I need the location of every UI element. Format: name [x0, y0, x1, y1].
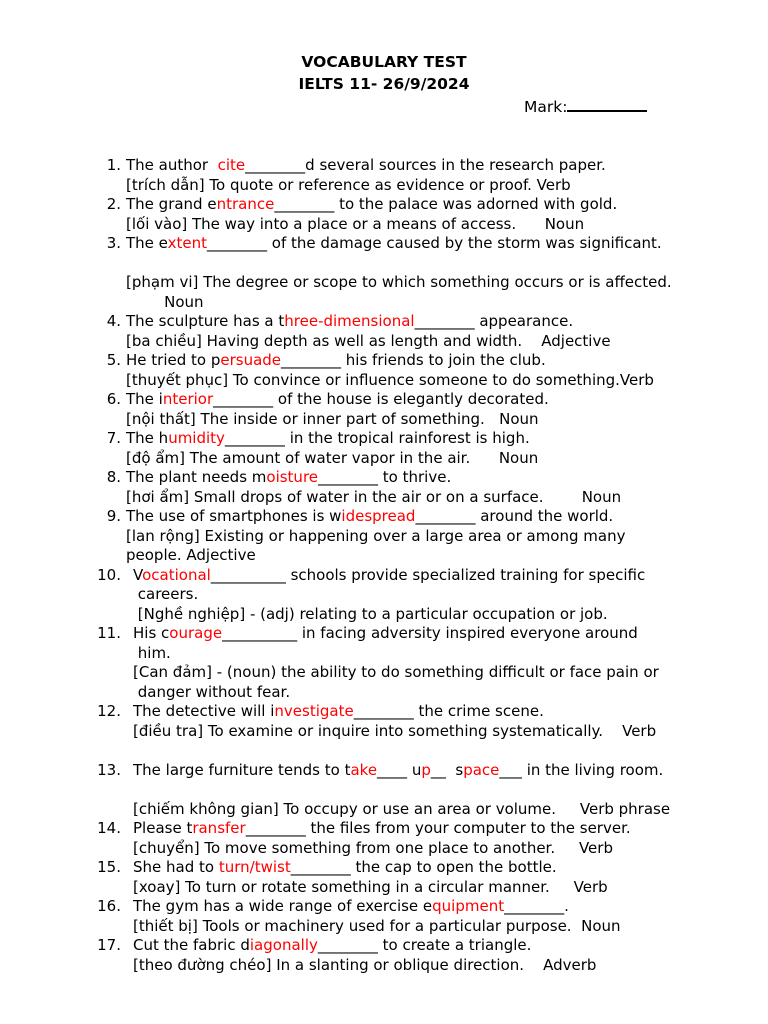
- question-line: [126, 507, 613, 527]
- definition-line: [133, 663, 659, 683]
- prompt-text: The gym has a wide range of exercise e: [133, 897, 433, 915]
- prompt-text: ________ to thrive.: [318, 468, 452, 486]
- answer-text: pace: [463, 760, 500, 779]
- item-number: 13.: [97, 760, 121, 779]
- item-number: 2.: [106, 195, 121, 213]
- definition-line: [126, 546, 256, 566]
- prompt-text: [thuyết phục] To convince or influence someone to do something.Verb: [126, 370, 654, 389]
- prompt-text: The e: [126, 234, 168, 252]
- question-line: [133, 566, 645, 586]
- prompt-text: __ s: [430, 760, 464, 779]
- prompt-text: The i: [126, 390, 163, 408]
- definition-line: [133, 585, 198, 605]
- definition-line: [133, 683, 290, 703]
- prompt-text: [hơi ẩm] Small drops of water in the air or on a surface. Noun: [126, 487, 622, 506]
- prompt-text: ________ appearance.: [414, 312, 574, 330]
- prompt-text: [độ ẩm] The amount of water vapor in the air. Noun: [126, 448, 539, 467]
- answer-text: turn/twist: [218, 858, 291, 876]
- definition-line: [133, 917, 621, 937]
- definition-line: [133, 800, 670, 820]
- answer-text: quipment: [432, 897, 505, 915]
- answer-text: umidity: [168, 429, 225, 447]
- answer-text: idespread: [341, 507, 416, 525]
- prompt-text: Please t: [133, 819, 193, 837]
- prompt-text: [phạm vi] The degree or scope to which something occurs or is affected.: [126, 273, 672, 291]
- prompt-text: His c: [133, 624, 170, 642]
- prompt-text: ________ of the house is elegantly decorated.: [213, 390, 549, 408]
- item-number: 1.: [106, 156, 121, 174]
- question-line: [126, 429, 530, 449]
- answer-text: nterior: [162, 390, 214, 408]
- item-number: 8.: [106, 468, 121, 486]
- definition-line: [133, 839, 613, 859]
- answer-text: ocational: [142, 565, 211, 584]
- item-number: 7.: [106, 429, 121, 447]
- question-line: [126, 195, 617, 215]
- mark-label: Mark:: [524, 98, 568, 116]
- answer-text: iagonally: [249, 936, 318, 954]
- mark-field: [524, 96, 647, 117]
- question-line: [126, 312, 573, 332]
- definition-line: [126, 449, 538, 469]
- prompt-text: The detective will i: [133, 702, 275, 720]
- prompt-text: careers.: [133, 585, 199, 603]
- item-number: 3.: [106, 234, 121, 252]
- prompt-text: ________ the cap to open the bottle.: [290, 858, 557, 876]
- prompt-text: people. Adjective: [126, 546, 256, 564]
- definition-line: [126, 273, 672, 293]
- prompt-text: He tried to p: [126, 351, 221, 369]
- item-number: 10.: [97, 565, 121, 584]
- prompt-text: ________d several sources in the research paper.: [245, 156, 606, 174]
- prompt-text: The use of smartphones is w: [126, 507, 342, 525]
- prompt-text: __________ in facing adversity inspired everyone around: [222, 624, 638, 642]
- item-number: 4.: [106, 312, 121, 330]
- prompt-text: ________ the crime scene.: [353, 702, 544, 720]
- prompt-text: ________.: [504, 897, 569, 915]
- definition-line: [126, 527, 625, 547]
- definition-line: [133, 605, 608, 625]
- prompt-text: [lối vào] The way into a place or a means of access. Noun: [126, 214, 585, 233]
- definition-line: [133, 956, 596, 976]
- prompt-text: [theo đường chéo] In a slanting or oblique direction. Adverb: [133, 955, 597, 974]
- prompt-text: V: [133, 565, 143, 584]
- question-line: [133, 819, 631, 839]
- definition-line: [133, 878, 608, 898]
- definition-line: [126, 488, 621, 508]
- item-number: 12.: [97, 702, 121, 720]
- prompt-text: [chiếm không gian] To occupy or use an area or volume. Verb phrase: [133, 799, 671, 818]
- question-line: [126, 234, 662, 254]
- definition-line: [126, 215, 584, 235]
- prompt-text: ____ u: [377, 760, 422, 779]
- prompt-text: The sculpture has a t: [126, 312, 285, 330]
- item-number: 16.: [97, 897, 121, 915]
- prompt-text: him.: [133, 643, 171, 662]
- prompt-text: ________ of the damage caused by the storm was significant.: [207, 234, 662, 252]
- prompt-text: ________ to create a triangle.: [317, 936, 532, 954]
- definition-line: [133, 644, 171, 664]
- prompt-text: __________ schools provide specialized training for specific: [210, 565, 646, 584]
- prompt-text: The plant needs m: [126, 468, 267, 486]
- answer-text: hree-dimensional: [284, 312, 415, 330]
- answer-text: ntrance: [216, 195, 275, 213]
- answer-text: ransfer: [192, 819, 246, 837]
- prompt-text: [lan rộng] Existing or happening over a large area or among many: [126, 526, 626, 545]
- prompt-text: ___ in the living room.: [499, 760, 664, 779]
- answer-text: p: [421, 760, 431, 779]
- prompt-text: Cut the fabric d: [133, 936, 250, 954]
- item-number: 9.: [106, 507, 121, 525]
- prompt-text: ________ around the world.: [415, 507, 614, 525]
- prompt-text: [trích dẫn] To quote or reference as evidence or proof. Verb: [126, 175, 571, 194]
- answer-text: ourage: [169, 624, 223, 642]
- question-line: [133, 897, 569, 917]
- question-line: [133, 702, 544, 722]
- question-line: [133, 936, 531, 956]
- item-number: 15.: [97, 858, 121, 876]
- prompt-text: She had to: [133, 858, 219, 876]
- answer-text: ersuade: [220, 351, 282, 369]
- question-line: [126, 468, 451, 488]
- prompt-text: [thiết bị] Tools or machinery used for a particular purpose. Noun: [133, 916, 621, 935]
- definition-line: [133, 722, 656, 742]
- prompt-text: ________ in the tropical rainforest is high.: [224, 429, 530, 447]
- question-line: [126, 390, 549, 410]
- prompt-text: Noun: [126, 292, 204, 311]
- definition-line: [126, 293, 204, 313]
- prompt-text: [điều tra] To examine or inquire into something systematically. Verb: [133, 721, 657, 740]
- prompt-text: [xoay] To turn or rotate something in a circular manner. Verb: [133, 877, 608, 896]
- prompt-text: The h: [126, 429, 169, 447]
- prompt-text: [Can đảm] - (noun) the ability to do something difficult or face pain or: [133, 663, 659, 681]
- prompt-text: The grand e: [126, 195, 217, 213]
- item-number: 6.: [106, 390, 121, 408]
- question-line: [133, 624, 638, 644]
- prompt-text: [Nghề nghiệp] - (adj) relating to a particular occupation or job.: [133, 604, 608, 623]
- prompt-text: ________ to the palace was adorned with gold.: [274, 195, 618, 213]
- answer-text: xtent: [167, 234, 208, 252]
- test-title: VOCABULARY TEST: [301, 53, 467, 71]
- definition-line: [126, 410, 539, 430]
- item-number: 17.: [97, 936, 121, 954]
- question-line: [126, 351, 546, 371]
- definition-line: [126, 176, 571, 196]
- prompt-text: ________ his friends to join the club.: [281, 351, 546, 369]
- prompt-text: danger without fear.: [133, 682, 291, 701]
- item-number: 11.: [97, 624, 121, 642]
- question-line: [133, 858, 557, 878]
- definition-line: [126, 332, 611, 352]
- item-number: 5.: [106, 351, 121, 369]
- mark-blank-line[interactable]: [567, 96, 647, 112]
- prompt-text: ________ the files from your computer to the server.: [245, 819, 631, 837]
- prompt-text: The large furniture tends to t: [133, 760, 351, 779]
- definition-line: [126, 371, 654, 391]
- question-line: [133, 761, 663, 781]
- prompt-text: The author: [126, 156, 218, 174]
- prompt-text: [ba chiều] Having depth as well as length and width. Adjective: [126, 331, 611, 350]
- answer-text: ake: [350, 760, 378, 779]
- prompt-text: [nội thất] The inside or inner part of something. Noun: [126, 409, 539, 428]
- answer-text: nvestigate: [274, 702, 354, 720]
- prompt-text: [chuyển] To move something from one place to another. Verb: [133, 838, 613, 857]
- question-line: [126, 156, 606, 176]
- answer-text: oisture: [266, 468, 319, 486]
- item-number: 14.: [97, 819, 121, 837]
- test-subtitle: IELTS 11- 26/9/2024: [298, 75, 470, 93]
- answer-text: cite: [217, 156, 246, 174]
